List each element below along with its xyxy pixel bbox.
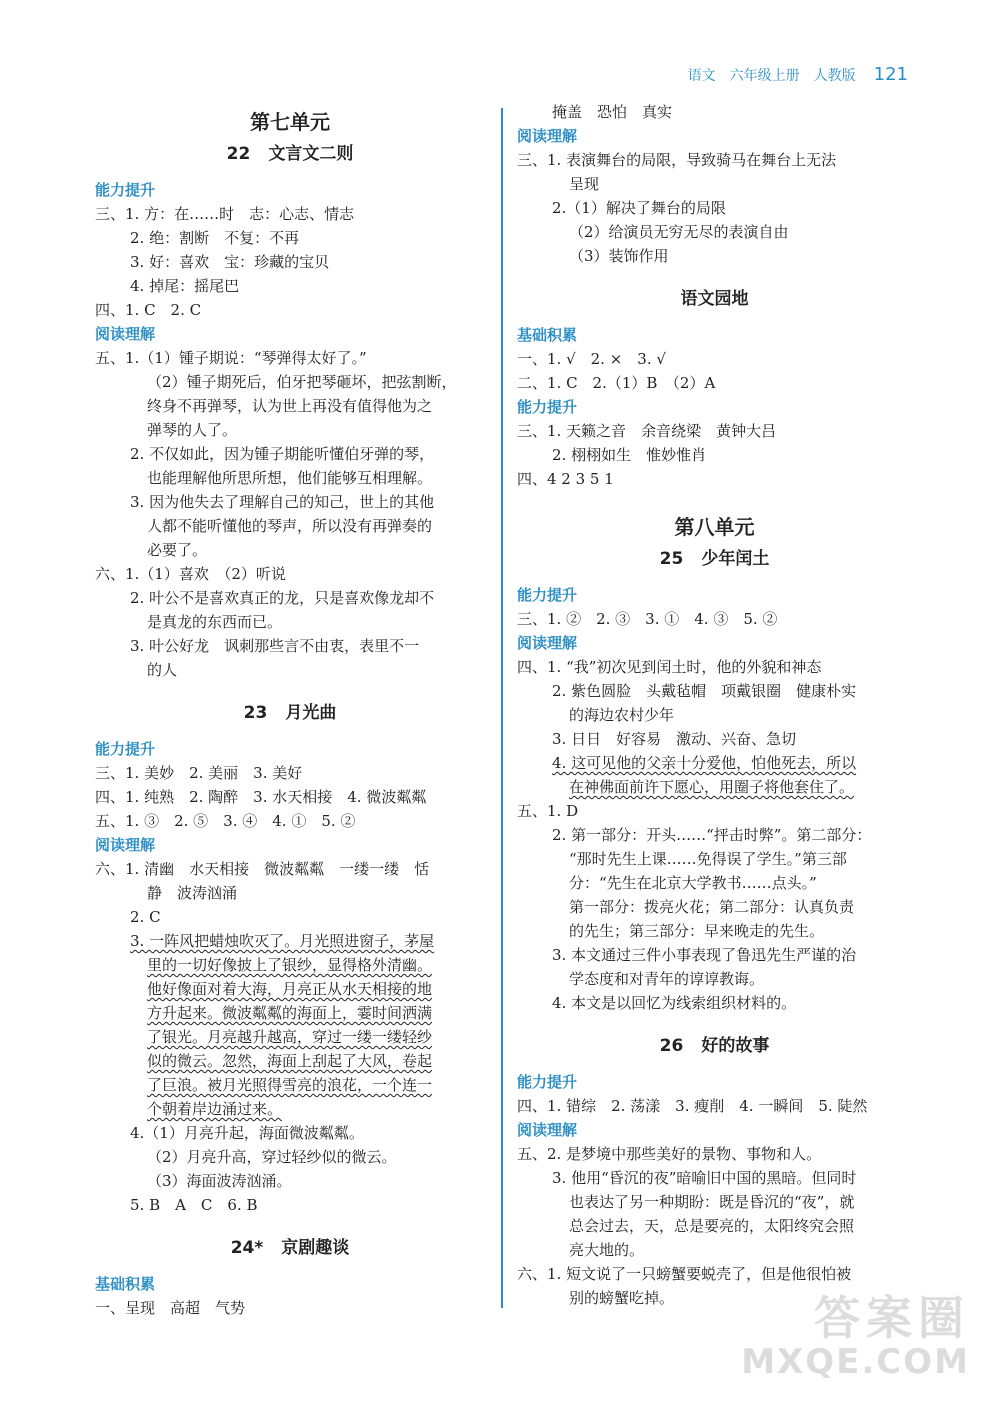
answer-line [517, 679, 912, 703]
underlined-answer-text: 里的一切好像披上了银纱，显得格外清幽。 [147, 956, 433, 974]
answer-line [517, 607, 912, 631]
header-edition: 人教版 [813, 67, 856, 84]
answer-text: 五、1.（1）锺子期说：“琴弹得太好了。” [95, 349, 367, 367]
lesson-name: 京剧趣谈 [281, 1238, 350, 1258]
section-heading: 阅读理解 [95, 836, 156, 854]
answer-line [517, 1238, 912, 1262]
answer-text: 四、1. 错综 2. 荡漾 3. 瘦削 4. 一瞬间 5. 陡然 [517, 1097, 868, 1115]
answer-line [95, 1169, 485, 1193]
answer-line [95, 298, 485, 322]
lesson-title [95, 698, 485, 723]
answer-line [95, 514, 485, 538]
answer-text: 呈现 [569, 175, 600, 193]
answer-text: （2）月亮升高，穿过轻纱似的微云。 [147, 1148, 397, 1166]
answer-text: 五、2. 是梦境中那些美好的景物、事物和人。 [517, 1145, 822, 1163]
answer-text: 2. 叶公不是喜欢真正的龙，只是喜欢像龙却不 [130, 589, 435, 607]
answer-line [517, 371, 912, 395]
underlined-answer-text: 了巨浪。被月光照得雪亮的浪花，一个连一 [147, 1076, 433, 1094]
answer-text: 3. 本文通过三件小事表现了鲁迅先生严谨的治 [552, 946, 857, 964]
answer-line [95, 394, 485, 418]
answer-line [95, 562, 485, 586]
lesson-title [95, 1233, 485, 1258]
answer-text: 4. 本文是以回忆为线索组织材料的。 [552, 994, 797, 1012]
answer-text: 的海边农村少年 [569, 706, 675, 724]
answer-text: 必要了。 [147, 541, 208, 559]
section-heading: 能力提升 [517, 398, 578, 416]
answer-text: 三、1. 天籁之音 余音绕梁 黄钟大吕 [517, 422, 777, 440]
lesson-name: 文言文二则 [268, 144, 354, 164]
underlined-answer-text: 个朝着岸边涌过来。 [147, 1100, 283, 1118]
right-column [517, 100, 912, 1310]
answer-text: 2. 第一部分：开头……“抨击时弊”。第二部分： [552, 826, 872, 844]
answer-line [517, 895, 912, 919]
lesson-title [517, 1031, 912, 1056]
answer-line [95, 226, 485, 250]
answer-line [95, 1097, 485, 1121]
section-heading: 阅读理解 [517, 127, 578, 145]
answer-text: 四、1. “我”初次见到闰土时，他的外貌和神态 [517, 658, 822, 676]
answer-line [517, 871, 912, 895]
answer-line [517, 419, 912, 443]
answer-text: （3）海面波涛汹涌。 [147, 1172, 292, 1190]
answer-line [95, 466, 485, 490]
answer-line [517, 220, 912, 244]
unit-title: 第八单元 [674, 515, 755, 539]
answer-text: 四、4 2 3 5 1 [517, 470, 614, 488]
header-subject: 语文 [687, 67, 716, 84]
section-heading: 能力提升 [517, 1073, 578, 1091]
lesson-name: 语文园地 [680, 289, 749, 309]
answer-line [95, 1193, 485, 1217]
answer-line [95, 905, 485, 929]
answer-text: 3. 日日 好容易 激动、兴奋、急切 [552, 730, 797, 748]
answer-text: 五、1. ③ 2. ⑤ 3. ④ 4. ① 5. ② [95, 812, 356, 830]
section-heading: 能力提升 [95, 181, 156, 199]
answer-text: 分：“先生在北京大学教书……点头。” [569, 874, 817, 892]
answer-line [517, 919, 912, 943]
answer-line [95, 1025, 485, 1049]
underlined-answer-text: 了银光。月亮越升越高，穿过一缕一缕轻纱 [147, 1028, 433, 1046]
answer-text: 2. 栩栩如生 惟妙惟肖 [552, 446, 707, 464]
section-heading: 能力提升 [517, 586, 578, 604]
spacer [517, 1015, 912, 1029]
answer-line [517, 172, 912, 196]
answer-text: 3. 好：喜欢 宝：珍藏的宝贝 [130, 253, 330, 271]
watermark [741, 1291, 970, 1382]
answer-text: 4. 掉尾：摇尾巴 [130, 277, 240, 295]
answer-line [517, 100, 912, 124]
answer-text: 也表达了另一种期盼：既是昏沉的“夜”，就 [569, 1193, 855, 1211]
answer-line [95, 490, 485, 514]
answer-text: 一、1. √ 2. × 3. √ [517, 350, 666, 368]
answer-text: 2. C [130, 908, 161, 926]
answer-text: 4.（1）月亮升起，海面微波粼粼。 [130, 1124, 364, 1142]
answer-text: 3. 他用“昏沉的夜”暗喻旧中国的黑暗。但同时 [552, 1169, 857, 1187]
answer-line [95, 881, 485, 905]
answer-text: 静 波涛汹涌 [147, 884, 238, 902]
lesson-number: 23 [243, 703, 268, 723]
underlined-answer-text: 方升起来。微波粼粼的海面上，霎时间洒满 [147, 1004, 433, 1022]
watermark-logo: 答案圈 [814, 1291, 970, 1345]
answer-line [517, 1142, 912, 1166]
lesson-number: 26 [659, 1036, 684, 1056]
lesson-title [95, 139, 485, 164]
answer-text: 五、1. D [517, 802, 579, 820]
answer-line [517, 196, 912, 220]
section-heading: 阅读理解 [95, 325, 156, 343]
answer-text: 三、1. 美妙 2. 美丽 3. 美好 [95, 764, 303, 782]
header-grade: 六年级上册 [729, 67, 800, 84]
answer-line [517, 148, 912, 172]
answer-line [517, 799, 912, 823]
answer-line [517, 823, 912, 847]
answer-text: 2.（1）解决了舞台的局限 [552, 199, 726, 217]
answer-line [517, 751, 912, 775]
answer-line [95, 809, 485, 833]
section-heading: 基础积累 [517, 326, 578, 344]
spacer [95, 1217, 485, 1231]
answer-text: （2）锺子期死后，伯牙把琴砸坏，把弦割断， [147, 373, 457, 391]
section-heading: 能力提升 [95, 740, 156, 758]
answer-line [517, 347, 912, 371]
answer-line [517, 1166, 912, 1190]
spacer [95, 682, 485, 696]
answer-line [517, 967, 912, 991]
lesson-number: 22 [226, 144, 251, 164]
answer-text: 二、1. C 2.（1）B （2）A [517, 374, 716, 392]
answer-text: 3. 因为他失去了理解自己的知己，世上的其他 [130, 493, 435, 511]
answer-text: 2. 紫色圆脸 头戴毡帽 项戴银圈 健康朴实 [552, 682, 857, 700]
answer-line [95, 610, 485, 634]
underlined-answer-text: 3. 一阵风把蜡烛吹灭了。月光照进窗子，茅屋 [130, 932, 435, 950]
answer-line [517, 703, 912, 727]
answer-line [95, 1296, 485, 1320]
answer-text: 三、1. ② 2. ③ 3. ① 4. ③ 5. ② [517, 610, 778, 628]
spacer [517, 268, 912, 282]
answer-line [517, 1094, 912, 1118]
answer-line [517, 1262, 912, 1286]
unit-title: 第七单元 [250, 110, 330, 134]
answer-text: （3）装饰作用 [569, 247, 669, 265]
lesson-title [517, 544, 912, 569]
answer-line [517, 244, 912, 268]
page-header [688, 64, 908, 85]
answer-line [95, 953, 485, 977]
answer-line [95, 250, 485, 274]
answer-line [95, 202, 485, 226]
answer-line [517, 443, 912, 467]
answer-text: 学态度和对青年的谆谆教诲。 [569, 970, 765, 988]
answer-text: 也能理解他所思所想，他们能够互相理解。 [147, 469, 433, 487]
underlined-answer-text: 在神佛面前许下愿心，用圈子将他套住了。 [569, 778, 855, 796]
answer-text: 六、1.（1）喜欢 （2）听说 [95, 565, 286, 583]
answer-line [95, 538, 485, 562]
answer-line [95, 1073, 485, 1097]
answer-line [517, 991, 912, 1015]
spacer [517, 491, 912, 505]
lesson-number: 25 [659, 549, 684, 569]
answer-line [517, 655, 912, 679]
answer-text: 人都不能听懂他的琴声，所以没有再弹奏的 [147, 517, 433, 535]
answer-line [95, 977, 485, 1001]
answer-line [95, 1145, 485, 1169]
lesson-number: 24* [230, 1238, 264, 1258]
lesson-name: 少年闰土 [701, 549, 770, 569]
section-heading: 阅读理解 [517, 1121, 578, 1139]
page-number: 121 [873, 64, 908, 85]
section-heading: 基础积累 [95, 1275, 156, 1293]
answer-line [95, 418, 485, 442]
answer-line [517, 847, 912, 871]
answer-text: 是真龙的东西而已。 [147, 613, 283, 631]
answer-line [95, 1121, 485, 1145]
left-column [95, 100, 485, 1320]
answer-text: 别的螃蟹吃掉。 [569, 1289, 675, 1307]
answer-line [95, 634, 485, 658]
answer-line [95, 346, 485, 370]
watermark-url: MXQE.COM [741, 1342, 970, 1382]
answer-line [95, 370, 485, 394]
answer-text: 2. 不仅如此，因为锺子期能听懂伯牙弹的琴， [130, 445, 435, 463]
answer-text: 三、1. 表演舞台的局限，导致骑马在舞台上无法 [517, 151, 837, 169]
answer-line [95, 658, 485, 682]
lesson-title [517, 284, 912, 309]
answer-text: “那时先生上课……免得误了学生。”第三部 [569, 850, 847, 868]
answer-text: 三、1. 方：在……时 志：心志、情志 [95, 205, 355, 223]
answer-text: 一、呈现 高超 气势 [95, 1299, 246, 1317]
answer-text: 的先生；第三部分：早来晚走的先生。 [569, 922, 825, 940]
lesson-name: 好的故事 [701, 1036, 770, 1056]
answer-text: 3. 叶公好龙 讽刺那些言不由衷，表里不一 [130, 637, 420, 655]
answer-text: 总会过去，天，总是要亮的，太阳终究会照 [569, 1217, 855, 1235]
lesson-name: 月光曲 [285, 703, 337, 723]
answer-text: （2）给演员无穷无尽的表演自由 [569, 223, 789, 241]
answer-line [95, 274, 485, 298]
answer-text: 掩盖 恐怕 真实 [552, 103, 673, 121]
answer-line [95, 1049, 485, 1073]
answer-line [517, 1190, 912, 1214]
answer-text: 弹琴的人了。 [147, 421, 238, 439]
answer-line [517, 727, 912, 751]
column-divider [501, 108, 503, 1308]
answer-text: 六、1. 清幽 水天相接 微波粼粼 一缕一缕 恬 [95, 860, 430, 878]
answer-text: 的人 [147, 661, 178, 679]
answer-text: 2. 绝：割断 不复：不再 [130, 229, 300, 247]
answer-line [517, 775, 912, 799]
section-heading: 阅读理解 [517, 634, 578, 652]
answer-text: 终身不再弹琴，认为世上再没有值得他为之 [147, 397, 433, 415]
answer-line [95, 761, 485, 785]
answer-line [517, 943, 912, 967]
answer-line [95, 442, 485, 466]
answer-line [95, 929, 485, 953]
answer-text: 六、1. 短文说了一只螃蟹要蜕壳了，但是他很怕被 [517, 1265, 852, 1283]
answer-line [95, 857, 485, 881]
answer-line [95, 586, 485, 610]
underlined-answer-text: 似的微云。忽然，海面上刮起了大风，卷起 [147, 1052, 433, 1070]
answer-line [95, 785, 485, 809]
answer-line [95, 1001, 485, 1025]
answer-text: 亮大地的。 [569, 1241, 645, 1259]
answer-text: 5. B A C 6. B [130, 1196, 258, 1214]
underlined-answer-text: 他好像面对着大海，月亮正从水天相接的地 [147, 980, 433, 998]
answer-line [517, 1214, 912, 1238]
answer-text: 四、1. 纯熟 2. 陶醉 3. 水天相接 4. 微波粼粼 [95, 788, 427, 806]
answer-text: 四、1. C 2. C [95, 301, 202, 319]
answer-line [517, 467, 912, 491]
underlined-answer-text: 4. 这可见他的父亲十分爱他，怕他死去，所以 [552, 754, 857, 772]
answer-text: 第一部分：拨亮火花；第二部分：认真负责 [569, 898, 855, 916]
